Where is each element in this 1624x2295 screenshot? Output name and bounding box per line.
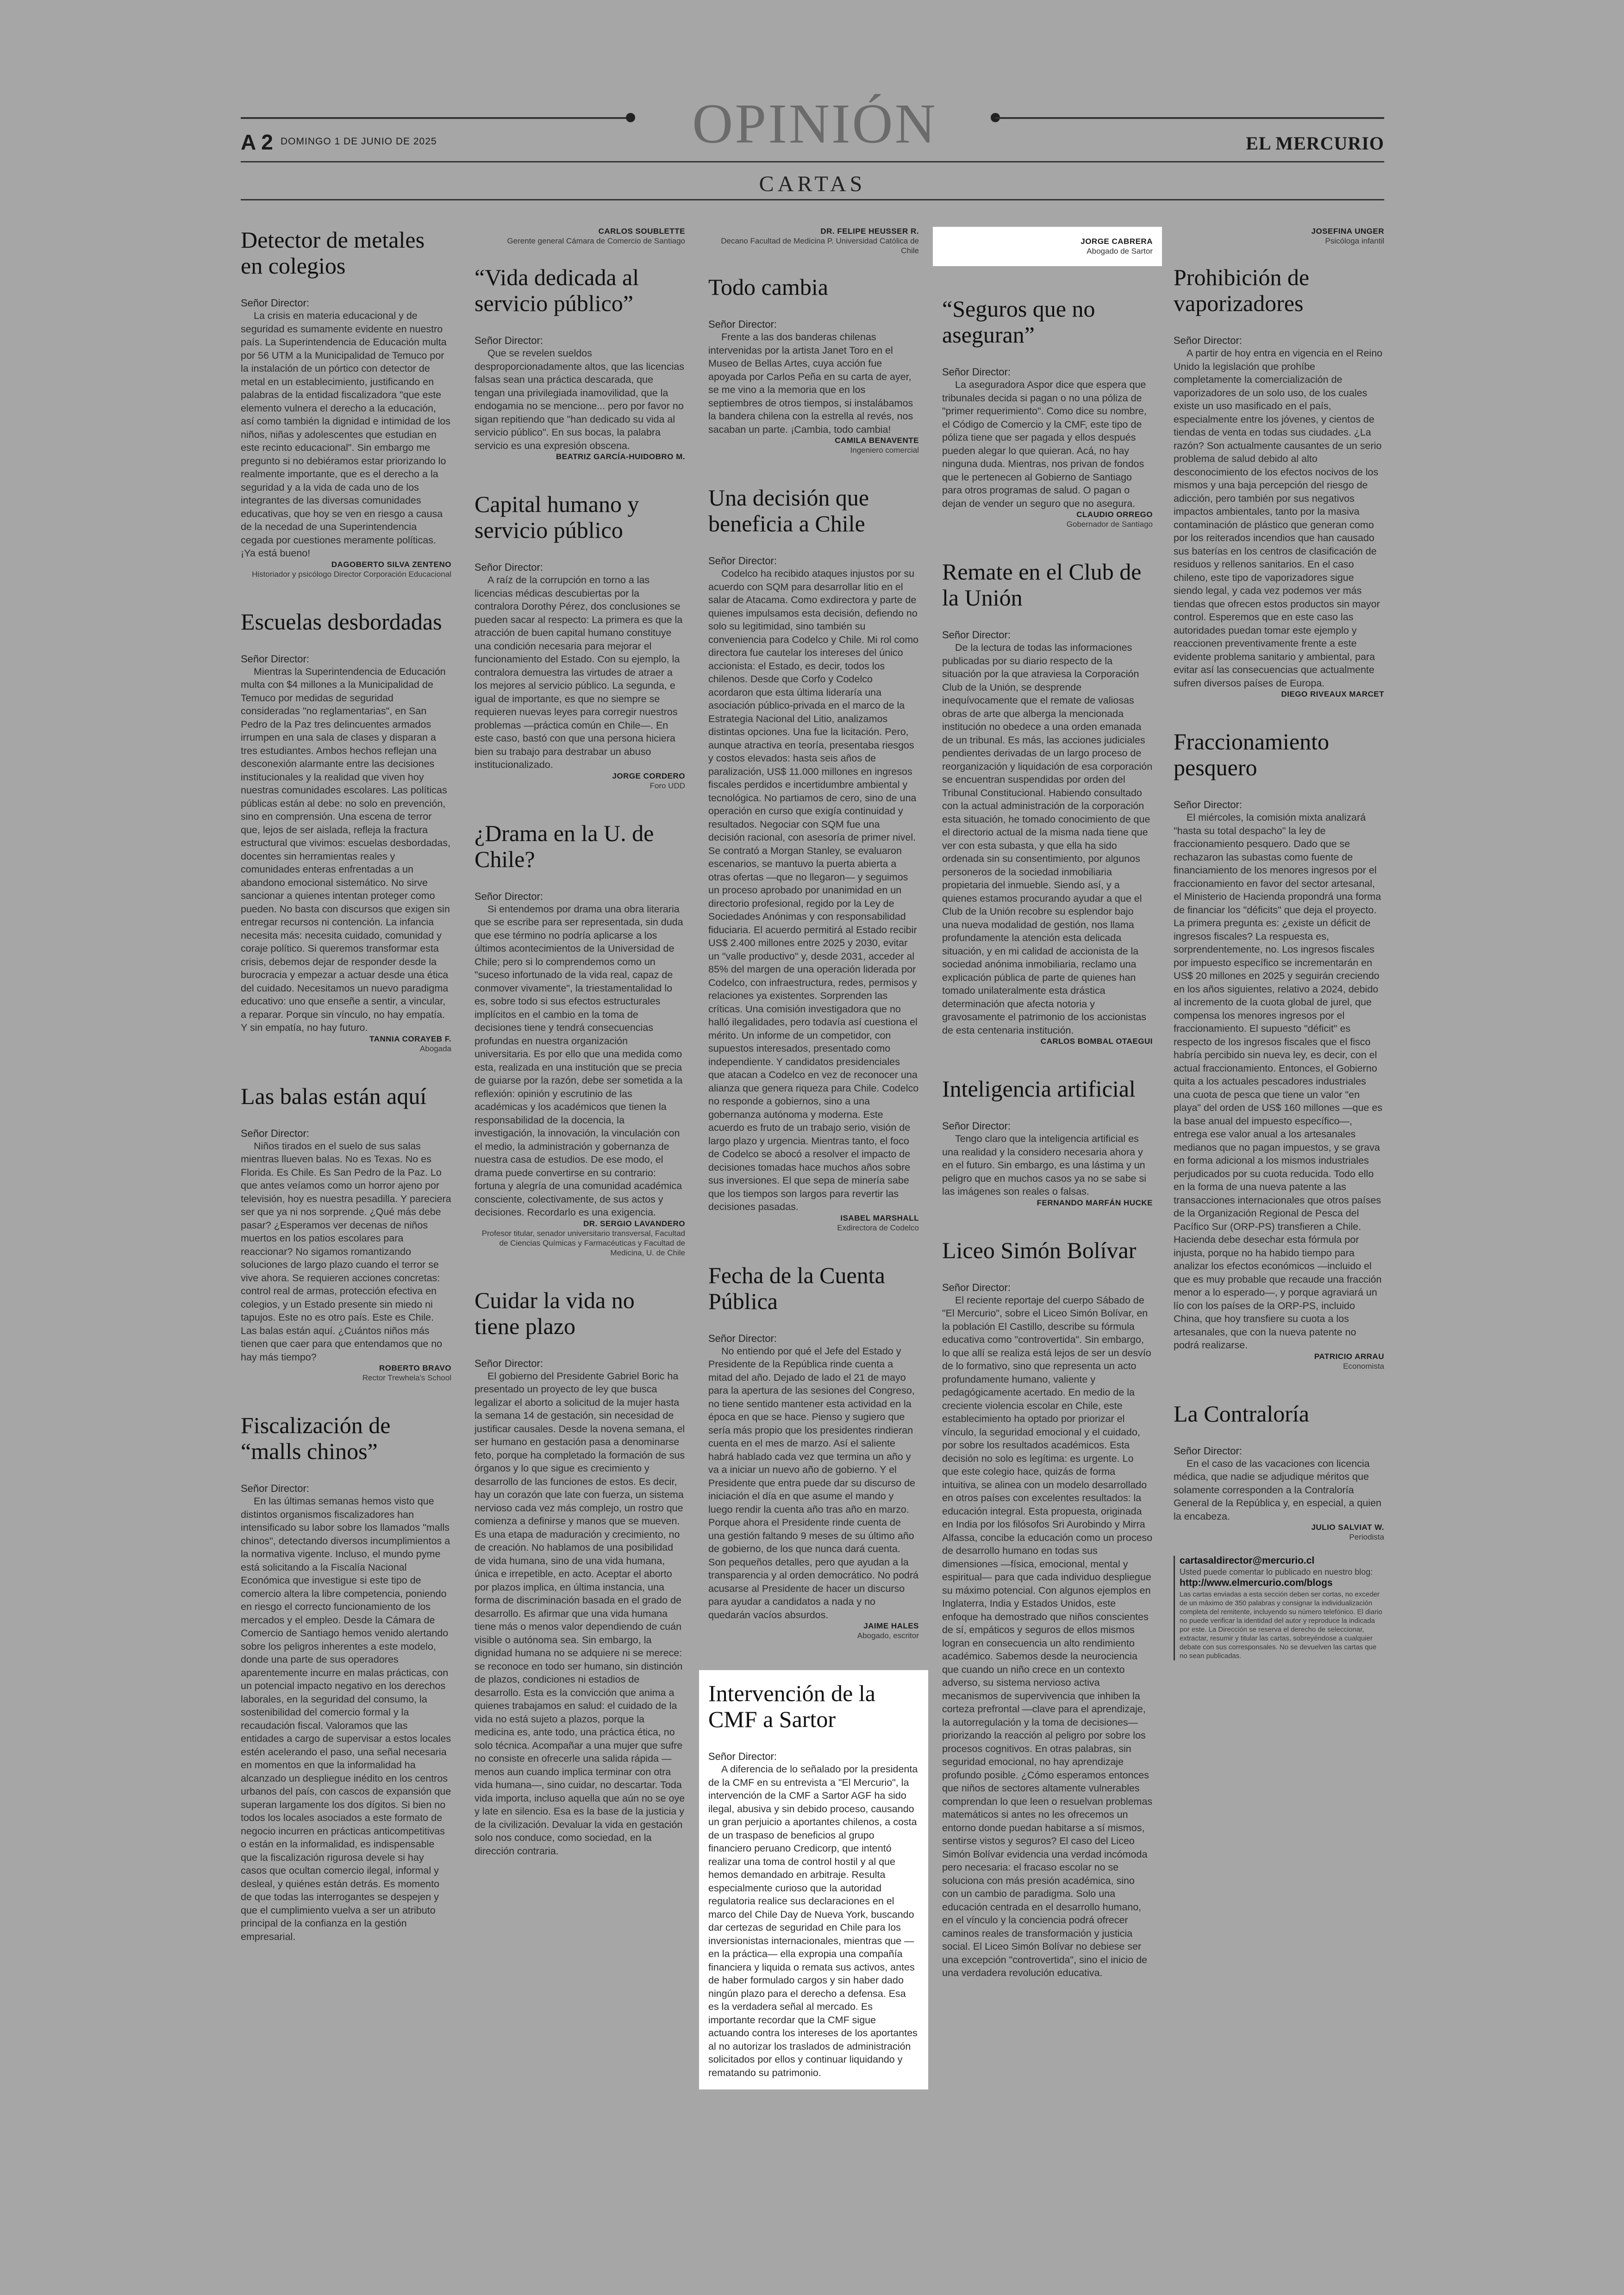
letter-title: Escuelas desbordadas (241, 608, 442, 635)
letter-salutation: Señor Director: (475, 335, 543, 346)
highlighted-letter (699, 1670, 928, 2089)
letter (942, 1237, 1153, 1980)
letter-signature: BEATRIZ GARCÍA-HUIDOBRO M. (556, 452, 685, 461)
letter-title: “Seguros que no aseguran” (942, 296, 1095, 348)
letter-body: Codelco ha recibido ataques injustos por su acuerdo con SQM para desarrollar litio en el salar de Atacama. Como exdirectora y parte de quienes impulsamos esta decisión, defiendo no solo su legitimidad, sino también su conveniencia para Codelco y Chile. Mi rol como directora fue cautelar los intereses del único accionista: el Estado, es decir, todos los chilenos. Desde que Corfo y Codelco acordaron que esta última lideraría una asociación público-privada en el marco de la Estrategia Nacional del Litio, analizamos distintas opciones. Una fue la licitación. Pero, aunque atractiva en teoría, presentaba riesgos y costos elevados: hasta seis años de paralización, US$ 11.000 millones en ingresos fiscales perdidos e incertidumbre ambiental y tecnológica. No partiamos de cero, sino de una operación en curso que exigía continuidad y resultados. Negociar con SQM fue una decisión racional, con asesoría de primer nivel. Se contrató a Morgan Stanley, se evaluaron escenarios, se mantuvo la puerta abierta a otras ofertas —que no llegaron— y seguimos un proceso aprobado por unanimidad en un directorio profesional, regido por la Ley de Sociedades Anónimas y con responsabilidad fiduciaria. El acuerdo permitirá al Estado recibir US$ 2.400 millones entre 2025 y 2030, evitar un "valle productivo" y, desde 2031, acceder al 85% del margen de una operación liderada por Codelco, con infraestructura, redes, permisos y relaciones ya existentes. Sorprenden las críticas. Una comisión investigadora que no halló ilegalidades, pero todavía así cuestiona el mérito. Un informe de un competidor, con supuestos interesados, presentado como independiente. Y candidatos presidenciales que atacan a Codelco en vez de reconocer una alianza que genera riqueza para Chile. Codelco no responde a gobiernos, sino a una gobernanza autónoma y moderna. Este acuerdo es fruto de un trabajo serio, visión de largo plazo y urgencia. Mientras tanto, el foco de Codelco se abocó a resolver el impacto de decisiones tomadas hace muchos años sobre sus inversiones. El que sepa de minería sabe que los tiempos son largos para revertir las decisiones pasadas. (708, 568, 919, 1212)
letter-role: Historiador y psicólogo Director Corporación Educacional (252, 569, 451, 579)
letter-role: Rector Trewhela's School (362, 1373, 451, 1382)
letter-signature: JULIO SALVIAT W. (1311, 1523, 1384, 1532)
letter (942, 1076, 1153, 1208)
letter-signature: CLAUDIO ORREGO (1076, 510, 1153, 519)
letter-salutation: Señor Director: (708, 555, 777, 567)
letter-body: Frente a las dos banderas chilenas intervenidas por la artista Janet Toro en el Museo de Bellas Artes, cuya acción fue apoyada por Carlos Peña en su carta de ayer, se me vino a la memoria que en los septiembres de otros tiempos, si instalábamos la bandera chilena con la estrella al revés, nos sacaban un parte. ¡Cambia, todo cambia! (708, 331, 913, 435)
letter-signature: DR. FELIPE HEUSSER R. (820, 227, 919, 236)
letter (475, 1287, 685, 1858)
letter-title: Liceo Simón Bolívar (942, 1237, 1137, 1263)
masthead-divider (241, 161, 1384, 162)
letter (475, 491, 685, 791)
letter-signature: ISABEL MARSHALL (840, 1213, 919, 1222)
letter-role: Gerente general Cámara de Comercio de Santiago (507, 237, 685, 245)
letter (475, 820, 685, 1258)
letter-signature: JORGE CABRERA (1081, 237, 1153, 246)
letter-salutation: Señor Director: (475, 561, 543, 573)
letter-body: A diferencia de lo señalado por la presidenta de la CMF en su entrevista a "El Mercurio", la intervención de la CMF a Sartor AGF ha sido ilegal, abusiva y sin debido proceso, causando un gran perjuicio a aportantes chilenos, a costa de un traspaso de beneficios al grupo financiero peruano Credicorp, que intentó realizar una toma de control hostil y al que hemos demandado en arbitraje. Resulta especialmente curioso que la autoridad regulatoria realice sus declaraciones en el marco del Chile Day de Nueva York, buscando dar certezas de seguridad en Chile para los inversionistas internacionales, mientras que —en la práctica— ella expropia una compañía financiera y liquida o remata sus activos, antes de haber formulado cargos y sin haber dado ningún plazo para el derecho a defensa. Esa es la verdadera señal al mercado. Es importante recordar que la CMF sigue actuando contra los intereses de los aportantes al no autorizar los traslados de administración solicitados por ellos y continuar liquidando y rematando su patrimonio. (708, 1764, 918, 2078)
letter-salutation: Señor Director: (708, 1751, 777, 1762)
column-1 (241, 227, 451, 1973)
letter-title: Fecha de la Cuenta Pública (708, 1262, 885, 1314)
newspaper-brand: EL MERCURIO (1246, 133, 1384, 154)
letter-role: Exdirectora de Codelco (837, 1223, 919, 1232)
letter-body: La aseguradora Aspor dice que espera que tribunales decida si pagan o no una póliza de "primer requerimiento". Como dice su nombre, el Código de Comercio y la CMF, este tipo de póliza tiene que ser pagada y ellos después pueden alegar lo que quieran. Acá, no hay ninguna duda. Mientras, nos privan de fondos que le pertenecen al Gobierno de Santiago para otros programas de salud. O pagan o dejan de vender un seguro que no asegura. (942, 379, 1147, 509)
masthead-rule-left (241, 117, 630, 119)
letter (241, 609, 451, 1054)
letter-title: ¿Drama en la U. de Chile? (475, 820, 654, 872)
letter-signature: DIEGO RIVEAUX MARCET (1281, 690, 1384, 698)
letter-title: Una decisión que beneficia a Chile (708, 485, 869, 536)
subsection-title: CARTAS (759, 172, 866, 196)
letter-salutation: Señor Director: (708, 318, 777, 330)
letter-signature: CARLOS SOUBLETTE (598, 227, 685, 236)
letter (708, 274, 919, 455)
column-2 (475, 227, 685, 1887)
column-5 (1174, 227, 1384, 1660)
letter-role: Gobernador de Santiago (1066, 520, 1153, 529)
letter-title: Fraccionamiento pesquero (1174, 729, 1329, 780)
letter-title: La Contraloría (1174, 1400, 1309, 1427)
letter-title: Prohibición de vaporizadores (1174, 264, 1310, 316)
letter (241, 1412, 451, 1943)
letter-title: Intervención de la CMF a Sartor (708, 1680, 875, 1732)
letter (708, 1262, 919, 1641)
letter-body: Que se revelen sueldos desproporcionadamente altos, que las licencias falsas sean una práctica descarada, que tengan una privilegiada inamovilidad, que la endogamia no se mencione... pero por favor no sigan repitiendo que "han dedicado su vida al servicio público". En sus bocas, la palabra servicio es una expresión obscena. (475, 348, 684, 451)
letter (1174, 1401, 1384, 1542)
letter-title: Todo cambia (708, 274, 828, 300)
letter-body: Niños tirados en el suelo de sus salas mientras llueven balas. No es Texas. No es Florida. Es Chile. Es San Pedro de la Paz. Lo que antes veíamos como un horror ajeno por televisión, hoy es nuestra pesadilla. Y pareciera ser que ya ni nos sorprende. ¿Qué más debe pasar? ¿Esperamos ver decenas de niños muertos en los patios escolares para reaccionar? No sigamos romantizando soluciones de largo plazo cuando el terror se vive ahora. Se requieren acciones concretas: control real de armas, protección efectiva en colegios, y un Estado presente sin miedo ni tapujos. Este no es otro país. Este es Chile. Las balas están aquí. ¿Cuántos niños más tienen que caer para que entendamos que no hay más tiempo? (241, 1140, 451, 1363)
letter-salutation: Señor Director: (1174, 1445, 1242, 1457)
column-4 (942, 227, 1153, 2009)
highlighted-letter-continuation (933, 227, 1162, 266)
letter-salutation: Señor Director: (241, 653, 309, 665)
letter-body: El reciente reportaje del cuerpo Sábado de "El Mercurio", sobre el Liceo Simón Bolívar, en la población El Castillo, describe su fórmula educativa como "controvertida". Sin embargo, lo que allí se realiza está lejos de ser un desvío de lo formativo, sino que representa un acto profundamente humano, valiente y pedagógicamente acertado. En medio de la creciente violencia escolar en Chile, este establecimiento ha optado por priorizar el vínculo, la seguridad emocional y el cuidado, por sobre los resultados académicos. Esta decisión no solo es legítima: es urgente. Lo que este colegio hace, quizás de forma intuitiva, se alinea con un modelo desarrollado en otros países con excelentes resultados: la educación integral. Esta propuesta, originada en India por los filósofos Sri Aurobindo y Mirra Alfassa, concibe la educación como un proceso de desarrollo humano en todas sus dimensiones —física, emocional, mental y espiritual— para que cada individuo despliegue su máximo potencial. Con algunos ejemplos en Inglaterra, India y Estados Unidos, este enfoque ha demostrado que niños conscientes de sí, empáticos y seguros de ellos mismos logran en consecuencia un alto rendimiento académico. Sabemos desde la neurociencia que cuando un niño crece en un contexto adverso, su sistema nervioso activa mecanismos de supervivencia que inhiben la corteza prefrontal —clave para el aprendizaje, la autorregulación y la toma de decisiones— priorizando la reacción al peligro por sobre los procesos cognitivos. En otras palabras, sin seguridad emocional, no hay aprendizaje profundo posible. ¿Cómo esperamos entonces que niños de sectores altamente vulnerables comprendan lo que leen o resuelvan problemas matemáticos si antes no les ofrecemos un entorno donde puedan habitarse a sí mismos, sentirse vistos y seguros? El caso del Liceo Simón Bolívar evidencia una verdad incómoda pero necesaria: el fracaso escolar no se soluciona con más presión académica, sino con un cambio de paradigma. Solo una educación centrada en el desarrollo humano, en el vínculo y la conciencia podrá ofrecer caminos reales de transformación y justicia social. El Liceo Simón Bolívar no debiese ser una excepción "controvertida", sino el inicio de una verdadera revolución educativa. (942, 1294, 1153, 1978)
letter-role: Abogado, escritor (857, 1631, 919, 1640)
page-number: A 2 (241, 130, 273, 154)
letter-salutation: Señor Director: (708, 1332, 777, 1344)
letter-signature: TANNIA CORAYEB F. (369, 1034, 451, 1043)
letter-signature: FERNANDO MARFÁN HUCKE (1037, 1198, 1153, 1207)
letter-role: Foro UDD (650, 781, 685, 790)
letter-signature: JOSEFINA UNGER (1311, 227, 1384, 236)
letter-salutation: Señor Director: (1174, 799, 1242, 811)
letter-continuation (708, 227, 919, 256)
letter-title: Remate en el Club de la Unión (942, 559, 1142, 611)
letter-salutation: Señor Director: (475, 890, 543, 902)
letter-salutation: Señor Director: (241, 297, 309, 309)
letter-title: “Vida dedicada al servicio público” (475, 264, 639, 316)
letter-role: Decano Facultad de Medicina P. Universidad Católica de Chile (721, 237, 919, 255)
letter-signature: CARLOS BOMBAL OTAEGUI (1040, 1037, 1153, 1046)
letter-body: Tengo claro que la inteligencia artificial es una realidad y la considero necesaria ahora y en el futuro. Sin embargo, es una lástima y un peligro que en muchos casos ya no se sabe si las imágenes son reales o falsas. (942, 1133, 1147, 1197)
letter-title: Fiscalización de “malls chinos” (241, 1412, 391, 1464)
contact-email[interactable]: cartasaldirector@mercurio.cl (1180, 1555, 1315, 1566)
subsection-divider (241, 199, 1384, 200)
letter-salutation: Señor Director: (942, 1281, 1011, 1293)
contact-box (1174, 1556, 1384, 1660)
letter-role: Profesor titular, senador universitario transversal, Facultad de Ciencias Químicas y Farmacéuticas y Facultad de Medicina, U. de Chile (481, 1229, 685, 1257)
letter-continuation (1174, 227, 1384, 246)
contact-policy: Las cartas enviadas a esta sección deben ser cortas, no exceder de un máximo de 350 palabras y consignar la individualización completa del remitente, incluyendo su número telefónico. El diario no puede verificar la identidad del autor y reproduce la indicada por este. La Dirección se reserva el derecho de seleccionar, extractar, resumir y titular las cartas, sobreyéndose a cualquier debate con sus corresponsales. No se devuelven las cartas que no sean publicadas. (1180, 1590, 1382, 1660)
letter-title: Inteligencia artificial (942, 1076, 1136, 1102)
letter-role: Abogada (419, 1044, 451, 1053)
newspaper-page (241, 88, 1384, 2236)
letter-signature: DR. SERGIO LAVANDERO (583, 1219, 685, 1228)
letter (1174, 729, 1384, 1371)
letter-body: A partir de hoy entra en vigencia en el Reino Unido la legislación que prohíbe completamente la comercialización de vaporizadores de un solo uso, de los cuales existe un uso masificado en el país, especialmente entre los jóvenes, y cientos de tiendas de venta en todas sus ciudades. ¿La razón? Son actualmente causantes de un serio problema de salud debido al alto desconocimiento de los efectos nocivos de los mismos y una baja percepción del riesgo de adicción, pero también por sus negativos impactos ambientales, tanto por la masiva contaminación de plástico que generan como por los reiterados incendios que han causado sus baterías en los centros de clasificación de residuos y rellenos sanitarios. En el caso chileno, este tipo de vaporizadores sigue siendo legal, y cada vez podemos ver más tiendas que ofrecen estos productos sin mayor control. Esperemos que en este caso las autoridades puedan tomar este ejemplo y reaccionen preventivamente frente a este evidente problema sanitario y ambiental, para evitar así las consecuencias que actualmente sufren diversos países de Europa. (1174, 348, 1383, 689)
letter-role: Psicóloga infantil (1325, 237, 1384, 245)
section-title: OPINIÓN (692, 93, 937, 155)
letter-title: Detector de metales en colegios (241, 227, 425, 279)
letter (942, 559, 1153, 1046)
letter (241, 1083, 451, 1383)
letter-signature: ROBERTO BRAVO (379, 1364, 451, 1372)
letter (942, 296, 1153, 529)
contact-note: Usted puede comentar lo publicado en nuestro blog: (1180, 1567, 1373, 1577)
letter-salutation: Señor Director: (241, 1127, 309, 1139)
column-3 (708, 227, 919, 2119)
letter-body: A raíz de la corrupción en torno a las licencias médicas descubiertas por la contralora Dorothy Pérez, dos conclusiones se pueden sacar al respecto: La primera es que la atracción de buen capital humano constituye una condición necesaria para mejorar el funcionamiento del Estado. Con su ejemplo, la contralora demuestra las virtudes de atraer a los mejores al servicio público. La segunda, e igual de importante, es que no siempre se requieren nuevas leyes para corregir nuestros problemas —práctica común en Chile—. En este caso, bastó con que una persona hiciera bien su trabajo para destrabar un abuso institucionalizado. (475, 574, 683, 770)
letter-body: De la lectura de todas las informaciones publicadas por su diario respecto de la situación por la que atraviesa la Corporación Club de la Unión, se desprende inequívocamente que el remate de valiosas obras de arte que alberga la mencionada institución no obedece a una orden emanada de un tribunal. Es más, las acciones judiciales pendientes derivadas de un largo proceso de reorganización y liquidación de esa corporación se encuentran suspendidas por orden del Tribunal Constitucional. Habiendo consultado con la actual administración de la corporación esta situación, he tomado conocimiento de que el directorio actual de la misma nada tiene que ver con esta subasta, y que ella ha sido ordenada sin su consentimiento, por algunos personeros de la sociedad inmobiliaria propietaria del inmueble. Siendo así, y a quienes estamos procurando ayudar a que el Club de la Unión recobre su esplendor bajo una nueva modalidad de gestión, nos llama profundamente la atención esta delicada situación, y en mi calidad de accionista de la sociedad anónima inmobiliaria, reclamo una explicación pública de parte de quienes han tomado unilateralmente esta drástica determinación que afecta notoria y gravosamente el patrimonio de los accionistas de esta centenaria institución. (942, 642, 1153, 1036)
letter-body: En el caso de las vacaciones con licencia médica, que nadie se adjudique méritos que solamente corresponden a la Contraloría General de la República y, en especial, a quien la encabeza. (1174, 1458, 1382, 1522)
letter-role: Economista (1343, 1361, 1384, 1371)
letter-salutation: Señor Director: (942, 366, 1011, 378)
letter (1174, 264, 1384, 699)
letter-continuation (475, 227, 685, 246)
letter-body: La crisis en materia educacional y de seguridad es sumamente evidente en nuestro país. La Superintendencia de Educación multa por 56 UTM a la Municipalidad de Temuco por la instalación de un pórtico con detector de metal en un establecimiento, justificando en palabras de la entidad fiscalizadora "que este elemento vulnera el derecho a la educación, así como también la dignidad e intimidad de los niños, niñas y adolescentes que estudian en este recinto educacional". Sin embargo me pregunto si no debiéramos estar priorizando lo realmente importante, que es el derecho a la seguridad y a la vida de cada uno de los integrantes de las diversas comunidades educativas, que hoy se ven en riesgo a causa de la necedad de una Superintendencia cegada por cuestiones meramente políticas. ¡Ya está bueno! (241, 310, 450, 559)
letter (241, 227, 451, 579)
letter-body: El gobierno del Presidente Gabriel Boric ha presentado un proyecto de ley que busca legalizar el aborto a solicitud de la mujer hasta la semana 14 de gestación, sin necesidad de justificar causales. Desde la novena semana, el ser humano en gestación pasa a denominarse feto, porque ha completado la formación de sus órganos y lo que sigue es crecimiento y desarrollo de las funciones de estos. Es decir, hay un corazón que late con fuerza, un sistema nervioso cada vez más complejo, un rostro que comienza a definirse y manos que se mueven. Es una etapa de maduración y crecimiento, no de creación. No hablamos de una posibilidad de vida humana, sino de una vida humana, única e irrepetible, en acto. Aceptar el aborto por plazos implica, en última instancia, una forma de discriminación basada en el grado de desarrollo. Es afirmar que una vida humana tiene más o menos valor dependiendo de cuán visible o autónoma sea. Sin embargo, la dignidad humana no se adquiere ni se merece: se reconoce en todo ser humano, sin distinción de plazos, condiciones ni estadios de desarrollo. Esta es la convicción que anima a quienes trabajamos en salud: el cuidado de la vida no está sujeto a plazos, porque la medicina es, ante todo, una práctica ética, no solo técnica. Acompañar a una mujer que sufre no consiste en ofrecerle una salida rápida —menos aun cuando implica terminar con otra vida humana—, sino cuidar, no descartar. Toda vida importa, incluso aquella que aún no se oye y late en silencio. Esa es la base de la justicia y de la civilización. Devaluar la vida en gestación solo nos conduce, como sociedad, en la dirección contraria. (475, 1370, 685, 1857)
letter-role: Ingeniero comercial (850, 446, 919, 455)
letter-body: Si entendemos por drama una obra literaria que se escribe para ser representada, sin duda que ese término no podría aplicarse a los últimos acontecimientos de la Universidad de Chile; pero si lo comprendemos como un "suceso infortunado de la vida real, capaz de conmover vivamente", la triestamentalidad lo es, sobre todo si sus efectos estructurales implícitos en el cambio en la toma de decisiones tiene y tendrá consecuencias profundas en nuestra organización universitaria. Es por ello que una medida como esta, realizada en una institución que se precia de guiarse por la razón, debe ser sometida a la reflexión: opinión y escrutinio de las académicas y los académicos que tienen la responsabilidad de la docencia, la investigación, la innovación, la vinculación con el medio, la administración y gobernanza de nuestra casa de estudios. De ese modo, el drama puede convertirse en su contrario: fortuna y alegría de una comunidad académica consciente, colectivamente, de sus actos y decisiones. Recordarlo es una exigencia. (475, 903, 683, 1218)
letter-role: Abogado de Sartor (1087, 247, 1153, 256)
letter-salutation: Señor Director: (1174, 335, 1242, 346)
letter-title: Las balas están aquí (241, 1083, 427, 1109)
masthead-dot-left (626, 113, 635, 122)
masthead-rule-right (995, 117, 1384, 119)
letter-body: El miércoles, la comisión mixta analizará "hasta su total despacho" la ley de fraccionamiento pesquero. Dado que se rechazaron las subastas como fuente de financiamiento de los menores ingresos por el fraccionamiento en favor del sector artesanal, el Ministerio de Hacienda propondrá una forma de financiar los "déficits" que deja el proyecto. La primera pregunta es: ¿existe un déficit de ingresos fiscales? La respuesta es, sorprendentemente, no. Los ingresos fiscales por impuesto específico se incrementarán en US$ 20 millones en 2025 y seguirán creciendo en los años siguientes, relativo a 2024, debido al incremento de la cuota global de jurel, que compensa los menores ingresos por el fraccionamiento. El supuesto "déficit" es respecto de los ingresos fiscales que el fisco habría percibido sin nueva ley, es decir, con el actual fraccionamiento. Entonces, el Gobierno quita a los actuales pescadores industriales una cuota de pesca que tiene un valor "en playa" del orden de US$ 160 millones —que es la base anual del impuesto específico—, entrega ese valor anual a los artesanales medianos que no pagan impuestos, y se grava en forma adicional a los mismos industriales perjudicados por su cuota reducida. Todo ello en la forma de una nueva patente a las transacciones internacionales que otros países de la Organización Regional de Pesca del Pacífico Sur (ORP-PS) transfieren a Chile. Hacienda debe desechar esta fórmula por injusta, porque no ha habido tiempo para analizar los efectos económicos —incluido el que es muy probable que recaude una fracción menor a lo esperado—, y porque agraviará un lío con los países de la ORP-PS, incluido China, que hoy transfiere su cuota a los artesanales, que con la nueva patente no podrá realizarse. (1174, 812, 1383, 1351)
letter-title: Cuidar la vida no tiene plazo (475, 1287, 635, 1339)
letter-body: En las últimas semanas hemos visto que distintos organismos fiscalizadores han intensificado su labor sobre los llamados "malls chinos", detectando diversos incumplimientos a la normativa vigente. Incluso, el mundo pyme está solicitando a la Fiscalía Nacional Económica que investigue si este tipo de comercio altera la libre competencia, poniendo en riesgo el correcto funcionamiento de los mercados y el empleo. Desde la Cámara de Comercio de Santiago hemos venido alertando sobre los peligros inherentes a este modelo, donde una parte de sus operadores aparentemente incurre en malas prácticas, con un potencial impacto negativo en los derechos laborales, en la seguridad del consumo, la sostenibilidad del comercio formal y la recaudación fiscal. Valoramos que las entidades a cargo de supervisar a estos locales estén acelerando el paso, una señal necesaria en momentos en que la informalidad ha alcanzado un despliegue inédito en los centros urbanos del país, con cascos de expansión que superan largamente los dos dígitos. Si bien no todos los locales asociados a este formato de negocio incurren en prácticas anticompetitivas o están en la informalidad, es indispensable que la fiscalización rigurosa devele si hay casos que ocultan comercio ilegal, informal y desleal, y quiénes están detrás. Es momento de que todas las interrogantes se despejen y que el cumplimiento vuelva a ser un atributo principal de la confianza en la gestión empresarial. (241, 1496, 451, 1942)
letter (475, 264, 685, 461)
letter-salutation: Señor Director: (241, 1483, 309, 1494)
letter-salutation: Señor Director: (942, 1120, 1011, 1132)
letter-title: Capital humano y servicio público (475, 491, 639, 543)
letter-role: Periodista (1349, 1533, 1384, 1541)
letter-salutation: Señor Director: (475, 1357, 543, 1369)
letter-signature: JORGE CORDERO (612, 771, 685, 780)
masthead (241, 88, 1384, 204)
letter-body: No entiendo por qué el Jefe del Estado y Presidente de la República rinde cuenta a mitad del año. Dejado de lado el 21 de mayo para la apertura de las sesiones del Congreso, no tiene sentido mantener esta actividad en la época en que se hace. Pienso y sugiero que sería más propio que los presidentes rindieran cuenta en el mes de marzo. Así el saliente habrá hablado cada vez que termina un año y va a iniciar un nuevo año de gobierno. Y el Presidente que entra puede dar su discurso de iniciación el día en que asume el mando y luego rendir la cuenta año tras año en marzo. Porque ahora el Presidente rinde cuenta de una gestión faltando 9 meses de su último año de gobierno, de los que nunca dará cuenta. Son pequeños detalles, pero que ayudan a la transparencia y al orden democrático. No podrá acusarse al Presidente de hacer un discurso para ayudar a candidatos a nada y no quedarán vacíos absurdos. (708, 1345, 919, 1621)
letter-signature: JAIME HALES (863, 1621, 919, 1630)
letter-body: Mientras la Superintendencia de Educación multa con $4 millones a la Municipalidad de Temuco por medidas de seguridad consideradas "no reglamentarias", en San Pedro de la Paz tres delincuentes armados irrumpen en una sala de clases y disparan a tres estudiantes. Ambos hechos reflejan una desconexión alarmante entre las decisiones institucionales y la realidad que viven hoy nuestras comunidades escolares. Las políticas públicas están al debe: no solo en prevención, sino en comprensión. Una escena de terror que, lejos de ser aislada, refleja la fractura estructural que vivimos: escuelas desbordadas, docentes sin herramientas reales y comunidades enteras enfrentadas a un abandono emocional sistemático. No sirve sancionar a quienes intentan proteger como pueden. No basta con discursos que exigen sin entregar recursos ni contención. La infancia necesita más: necesita cuidado, comunidad y coraje político. Si queremos transformar esta crisis, debemos dejar de responder desde la burocracia y empezar a actuar desde una ética del cuidado. Necesitamos un nuevo paradigma educativo: uno que enseñe a sentir, a vincular, a reparar. Porque sin vínculo, no hay empatía. Y sin empatía, no hay futuro. (241, 666, 450, 1033)
issue-date: DOMINGO 1 DE JUNIO DE 2025 (281, 136, 437, 147)
letter-signature: DAGOBERTO SILVA ZENTENO (331, 560, 451, 569)
letter-signature: PATRICIO ARRAU (1314, 1352, 1384, 1361)
blog-link[interactable]: http://www.elmercurio.com/blogs (1180, 1578, 1333, 1588)
letter-signature: CAMILA BENAVENTE (835, 436, 919, 445)
letter (708, 485, 919, 1233)
letter-salutation: Señor Director: (942, 629, 1011, 641)
